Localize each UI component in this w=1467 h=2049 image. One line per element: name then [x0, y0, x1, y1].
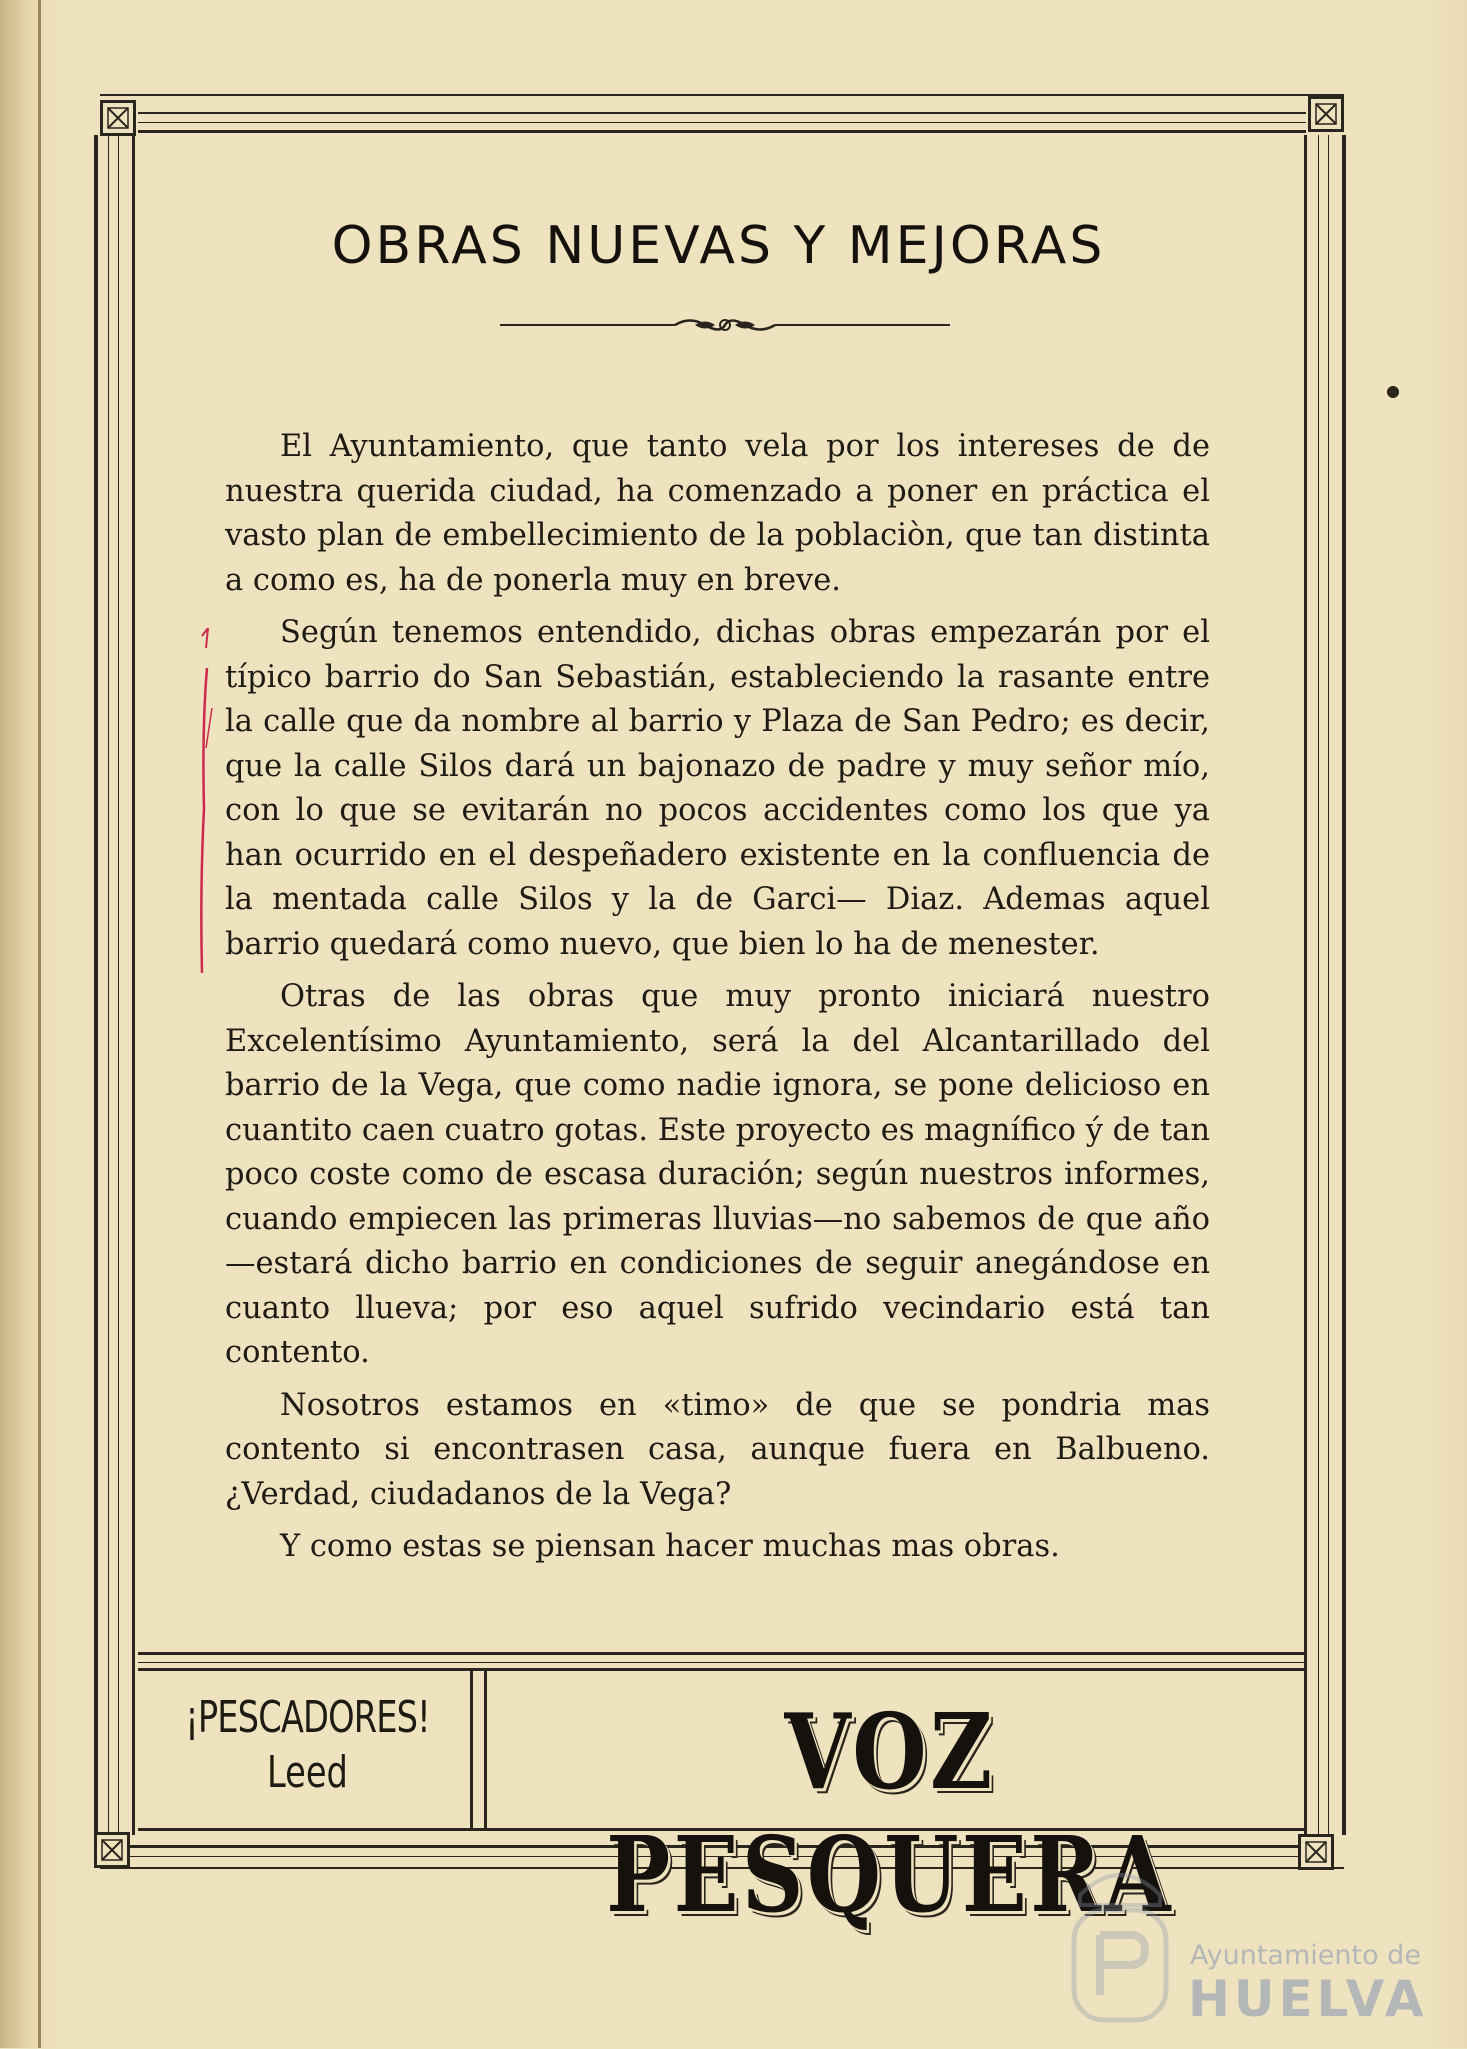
advert-rule-top-inner: [138, 1662, 1304, 1663]
frame-line-left-mid: [108, 135, 109, 1835]
paragraph: Otras de las obras que muy pronto iniciará nuestro Excelentísimo Ayuntamiento, será la del Alcantarillado del barrio de la Vega, que como nadie ignora, se pone delicioso en cuantito caen cuatro gotas. Este proyecto es magnífico ý de tan poco coste como de escasa duración; según nuestros informes, cuando empiecen las primeras lluvias—no sabemos de que año—estará dicho barrio en condiciones de seguir anegándose en cuanto llueva; por eso aquel sufrido vecindario está tan contento.: [225, 979, 1210, 1370]
ink-stain: [1387, 386, 1399, 398]
frame-line-top-core: [138, 130, 1306, 133]
frame-line-right-mid: [1328, 135, 1329, 1835]
advert-callout-line2: Leed: [267, 1747, 348, 1798]
city-crest-watermark: [1060, 1855, 1180, 2049]
corner-ornament-top-right: [1308, 96, 1344, 132]
frame-line-left-core: [132, 135, 135, 1835]
frame-line-right-outer: [1342, 135, 1346, 1835]
frame-line-left-inner: [118, 135, 119, 1835]
paragraph: Nosotros estamos en «timo» de que se pondria mas contento si encontrasen casa, aunque fuera en Balbueno. ¿Verdad, ciudadanos de la Vega?: [225, 1387, 1210, 1512]
article-title: OBRAS NUEVAS Y MEJORAS: [331, 216, 1106, 276]
paragraph: El Ayuntamiento, que tanto vela por los intereses de de nuestra querida ciudad, ha comenzado a poner en práctica el vasto plan de embellecimiento de la poblaciòn, que tan distinta a como es, ha de ponerla muy en breve.: [225, 429, 1210, 598]
paragraph: Según tenemos entendido, dichas obras empezarán por el típico barrio do San Sebastián, estableciendo la rasante entre la calle que da nombre al barrio y Plaza de San Pedro; es decir, que la calle Silos dará un bajonazo de padre y muy señor mío, con lo que se evitarán no pocos accidentes como los que ya han ocurrido en el despeñadero existente en la confluencia de la mentada calle Silos y la de Garci— Diaz. Ademas aquel barrio quedará como nuevo, que bien lo ha de menester.: [225, 615, 1210, 962]
paragraph: Y como estas se piensan hacer muchas mas obras.: [280, 1529, 1060, 1564]
advert-publication-title: VOZ PESQUERA: [606, 1690, 1174, 1936]
corner-ornament-top-left: [100, 100, 136, 136]
advert-callout: [140, 1672, 475, 1822]
title-divider-ornament: [500, 312, 950, 342]
advert-divider-right: [484, 1670, 487, 1830]
frame-line-top-mid: [138, 112, 1306, 114]
advert-rule-top: [138, 1652, 1304, 1655]
advert-rule-top-core: [138, 1668, 1304, 1671]
advert-callout-line1: ¡PESCADORES!: [185, 1692, 430, 1743]
article-body: [225, 425, 1210, 1578]
binding-spine: [38, 0, 41, 2048]
watermark-line2: HUELVA: [1188, 1970, 1428, 2028]
corner-ornament-bottom-right: [1298, 1834, 1334, 1870]
frame-line-right-core: [1304, 135, 1307, 1835]
frame-line-top-outer: [100, 94, 1344, 96]
watermark-line1: Ayuntamiento de: [1190, 1940, 1421, 1971]
frame-line-top-inner: [138, 122, 1306, 123]
frame-line-right-inner: [1318, 135, 1319, 1835]
corner-ornament-bottom-left: [94, 1832, 130, 1868]
frame-line-left-outer: [94, 135, 98, 1835]
red-margin-annotation: [192, 628, 218, 982]
